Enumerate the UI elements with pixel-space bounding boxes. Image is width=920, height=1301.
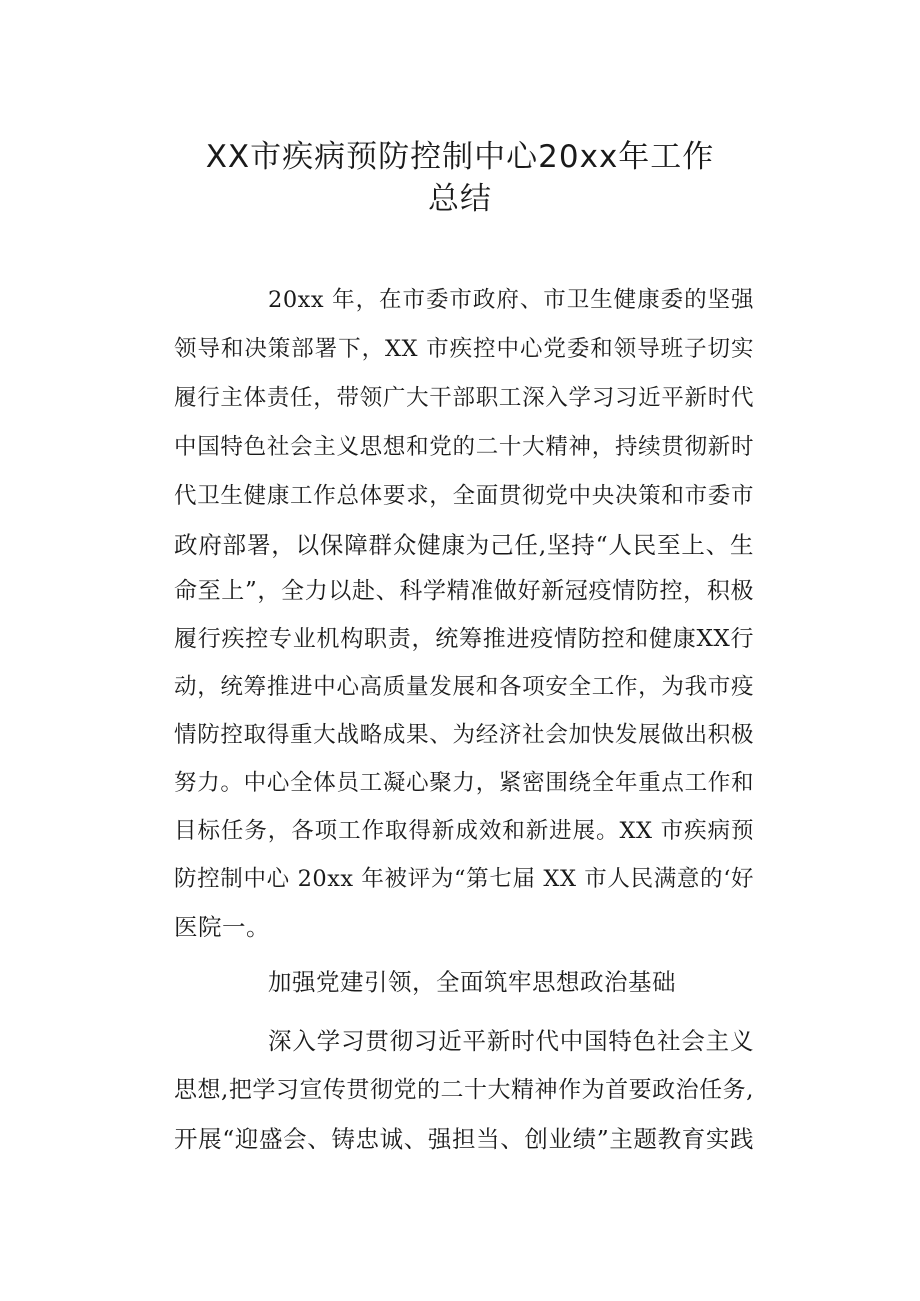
paragraph-line: 动，统筹推进中心高质量发展和各项安全工作，为我市疫 xyxy=(174,674,754,700)
title-line-1: XX市疾病预防控制中心20xx年工作 xyxy=(205,139,715,175)
paragraph-line: 领导和决策部署下，XX 市疾控中心党委和领导班子切实 xyxy=(174,336,754,362)
paragraph-line: 思想,把学习宣传贯彻党的二十大精神作为首要政治任务, xyxy=(174,1077,754,1103)
paragraph-line: 防控制中心 20xx 年被评为“第七届 XX 市人民满意的‘好 xyxy=(174,866,754,892)
section-heading: 加强党建引领，全面筑牢思想政治基础 xyxy=(268,968,676,996)
title-line-2: 总结 xyxy=(428,181,492,217)
paragraph-line: 代卫生健康工作总体要求，全面贯彻党中央决策和市委市 xyxy=(174,483,754,509)
paragraph-line: 20xx 年，在市委市政府、市卫生健康委的坚强 xyxy=(268,287,754,313)
paragraph-line: 医院一。 xyxy=(174,913,270,941)
paragraph-line: 情防控取得重大战略成果、为经济社会加快发展做出积极 xyxy=(174,722,754,748)
paragraph-line: 命至上”，全力以赴、科学精准做好新冠疫情防控，积极 xyxy=(174,578,754,604)
paragraph-line: 目标任务，各项工作取得新成效和新进展。XX 市疾病预 xyxy=(174,818,754,844)
paragraph-line: 政府部署，以保障群众健康为己任,坚持“人民至上、生 xyxy=(174,531,754,559)
paragraph-line: 中国特色社会主义思想和党的二十大精神，持续贯彻新时 xyxy=(174,434,754,460)
paragraph-line: 履行主体责任，带领广大干部职工深入学习习近平新时代 xyxy=(174,385,754,411)
paragraph-line: 深入学习贯彻习近平新时代中国特色社会主义 xyxy=(268,1027,754,1055)
document-title xyxy=(120,136,800,220)
paragraph-line: 开展“迎盛会、铸忠诚、强担当、创业绩”主题教育实践 xyxy=(174,1125,754,1153)
paragraph-line: 努力。中心全体员工凝心聚力，紧密围绕全年重点工作和 xyxy=(174,770,754,796)
paragraph-line: 履行疾控专业机构职责，统筹推进疫情防控和健康XX行 xyxy=(174,626,754,652)
